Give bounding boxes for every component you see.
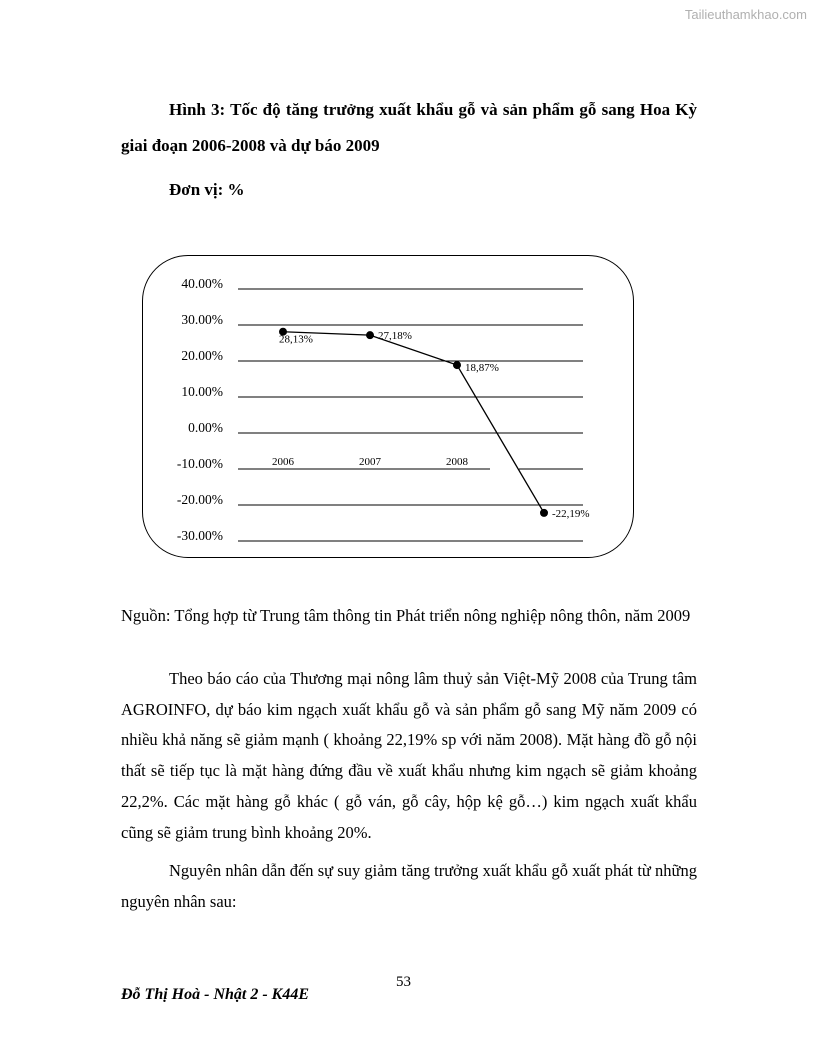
x-tick-label: 2008	[446, 456, 468, 468]
author-footer: Đỗ Thị Hoà - Nhật 2 - K44E	[121, 986, 310, 1003]
x-tick-label: 2007	[359, 456, 381, 468]
figure-unit: Đơn vị: %	[169, 180, 245, 199]
y-tick-label: -20.00%	[176, 492, 223, 507]
series-line	[283, 332, 544, 513]
data-label: -22,19%	[552, 507, 590, 520]
data-point	[540, 509, 548, 517]
y-tick-label: 40.00%	[181, 276, 223, 291]
y-tick-label: 10.00%	[181, 384, 223, 399]
y-tick-label: 30.00%	[181, 312, 223, 327]
y-tick-label: 20.00%	[181, 348, 223, 363]
data-label: 18,87%	[465, 362, 499, 375]
data-point	[453, 361, 461, 369]
data-point	[366, 331, 374, 339]
watermark: Tailieuthamkhao.com	[684, 7, 807, 22]
source-note: Nguồn: Tổng hợp từ Trung tâm thông tin Phát triển nông nghiệp nông thôn, năm 2009	[121, 606, 691, 625]
body-text	[121, 664, 697, 918]
y-tick-label: -10.00%	[176, 456, 223, 471]
data-label: 28,13%	[279, 333, 313, 346]
paragraph-causes: Nguyên nhân dẫn đến sự suy giảm tăng trưởng xuất khẩu gỗ xuất phát từ những nguyên nhân sau:	[121, 861, 697, 911]
page-number: 53	[396, 974, 411, 990]
y-tick-label: 0.00%	[188, 420, 223, 435]
x-tick-label: 2006	[272, 456, 294, 468]
paragraph-forecast: Theo báo cáo của Thương mại nông lâm thuỷ sản Việt-Mỹ 2008 của Trung tâm AGROINFO, dự báo kim ngạch xuất khẩu gỗ và sản phẩm gỗ sang Mỹ năm 2009 có nhiều khả năng sẽ giảm mạnh ( khoảng 22,19% sp với năm 2008). Mặt hàng đồ gỗ nội thất sẽ tiếp tục là mặt hàng đứng đầu về xuất khẩu nhưng kim ngạch sẽ giảm khoảng 22,2%. Các mặt hàng gỗ khác ( gỗ ván, gỗ cây, hộp kệ gỗ…) kim ngạch xuất khẩu cũng sẽ giảm trung bình khoảng 20%.	[121, 669, 697, 842]
data-label: 27,18%	[378, 330, 412, 343]
figure-title: Hình 3: Tốc độ tăng trưởng xuất khẩu gỗ và sản phẩm gỗ sang Hoa Kỳ giai đoạn 2006-2008 và dự báo 2009	[121, 100, 697, 155]
y-tick-label: -30.00%	[176, 528, 223, 543]
